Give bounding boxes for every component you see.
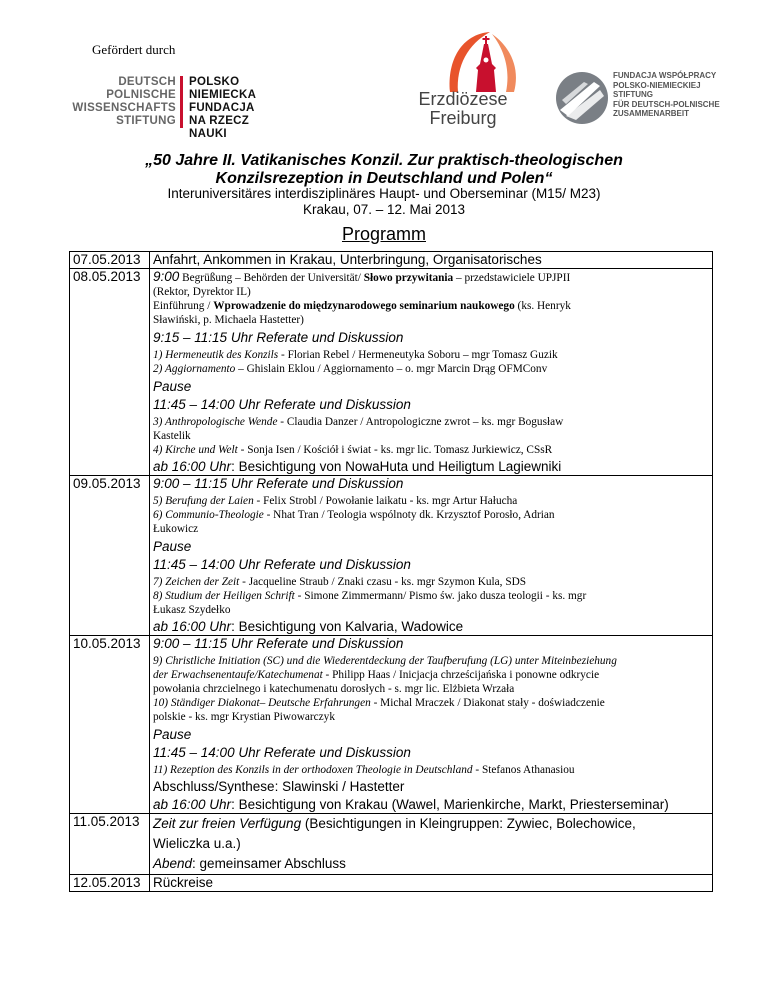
document-title: „50 Jahre II. Vatikanisches Konzil. Zur praktisch-theologischen Konzilsrezeption in Deutschland und Polen“	[145, 152, 623, 187]
pause-label: Pause	[153, 379, 192, 394]
pause-label: Pause	[153, 727, 192, 742]
table-row	[70, 875, 713, 892]
talk-list: 7) Zeichen der Zeit - Jacqueline Straub / Znaki czasu - ks. mgr Szymon Kula, SDS 8) Studium der Heiligen Schrift - Simone Zimmermann/ Pismo św. jako dusza teologii - ks. mgr Łukasz Szydełko	[153, 576, 587, 616]
fwpn-logo-icon	[554, 70, 610, 126]
table-row	[70, 636, 713, 814]
day-content	[150, 636, 713, 814]
date-cell: 12.05.2013	[70, 875, 150, 892]
pause-label: Pause	[153, 539, 192, 554]
table-row	[70, 269, 713, 476]
talk-list: 9) Christliche Initiation (SC) und die Wiederentdeckung der Taufberufung (LG) unter Miteinbeziehung der Erwachsenentaufe/Katechumenat - Philipp Haas / Inicjacja chrześcijańska i ponowne odkrycie powołania chrzcielnego i katechumenatu dorosłych - s. mgr lic. Elżbieta Wrzała 10) Ständiger Diakonat– Deutsche Erfahrungen - Michal Mraczek / Diakonat stały - doświadczenie polskie - ks. mgr Krystian Piwowarczyk	[153, 655, 617, 723]
date-cell: 09.05.2013	[70, 476, 150, 636]
program-heading: Programm	[341, 224, 426, 244]
day-content	[150, 476, 713, 636]
synthesis-line: Abschluss/Synthese: Slawinski / Hastetter	[153, 779, 405, 794]
talk-list: 5) Berufung der Laien - Felix Strobl / Powołanie laikatu - ks. mgr Artur Hałucha 6) Communio-Theologie - Nhat Tran / Teologia wspólnoty dk. Krzysztof Porosło, Adrian Łukowicz	[153, 495, 555, 535]
dpws-logo	[72, 76, 280, 140]
fwpn-name: FUNDACJA WSPÓŁPRACY POLSKO-NIEMIECKIEJ STIFTUNG FÜR DEUTSCH-POLNISCHE ZUSAMMENARBEIT	[613, 71, 720, 118]
date-cell: 11.05.2013	[70, 814, 150, 875]
date-cell: 07.05.2013	[70, 252, 150, 269]
table-row	[70, 476, 713, 636]
talk-list: 3) Anthropologische Wende - Claudia Danzer / Antropologiczne zwrot – ks. mgr Bogusław Kastelik 4) Kirche und Welt - Sonja Isen / Kościół i świat - ks. mgr lic. Tomasz Jurkiewicz, CSsR	[153, 416, 564, 456]
day-content	[150, 269, 713, 476]
dpws-red-bar	[180, 76, 183, 128]
talk-list: 1) Hermeneutik des Konzils - Florian Rebel / Hermeneutyka Soboru – mgr Tomasz Guzik 2) Aggiornamento – Ghislain Eklou / Aggiornamento – o. mgr Marcin Drąg OFMConv	[153, 349, 558, 375]
dpws-german-text: DEUTSCH POLNISCHE WISSENSCHAFTS STIFTUNG	[72, 76, 176, 127]
excursion-line: ab 16:00 Uhr: Besichtigung von Krakau (Wawel, Marienkirche, Markt, Priesterseminar)	[153, 797, 669, 812]
table-row	[70, 252, 713, 269]
day-content: Rückreise	[150, 875, 713, 892]
session-heading: 11:45 – 14:00 Uhr Referate und Diskussion	[153, 397, 411, 412]
table-row	[70, 814, 713, 875]
document-subtitle: Interuniversitäres interdisziplinäres Haupt- und Oberseminar (M15/ M23) Krakau, 07. – 12. Mai 2013	[167, 186, 601, 217]
day-content: Anfahrt, Ankommen in Krakau, Unterbringung, Organisatorisches	[150, 252, 713, 269]
session-heading: 9:15 – 11:15 Uhr Referate und Diskussion	[153, 330, 404, 345]
schedule-table	[69, 251, 713, 892]
excursion-line: ab 16:00 Uhr: Besichtigung von NowaHuta und Heiligtum Lagiewniki	[153, 459, 562, 474]
talk-list: 11) Rezeption des Konzils in der orthodoxen Theologie in Deutschland - Stefanos Athanasiou	[153, 764, 575, 776]
session-heading: 9:00 – 11:15 Uhr Referate und Diskussion	[153, 636, 404, 651]
erzdioezese-name: Erzdiözese Freiburg	[418, 89, 508, 128]
funded-by-label: Gefördert durch	[92, 42, 176, 57]
date-cell: 10.05.2013	[70, 636, 150, 814]
date-cell: 08.05.2013	[70, 269, 150, 476]
day-content: Zeit zur freien Verfügung (Besichtigungen in Kleingruppen: Zywiec, Bolechowice, Wieliczka u.a.) Abend: gemeinsamer Abschluss	[150, 814, 713, 875]
session-heading: 11:45 – 14:00 Uhr Referate und Diskussion	[153, 745, 411, 760]
session-heading: 9:00 – 11:15 Uhr Referate und Diskussion	[153, 476, 404, 491]
dpws-polish-text: POLSKO NIEMIECKA FUNDACJA NA RZECZ NAUKI	[189, 76, 257, 140]
excursion-line: ab 16:00 Uhr: Besichtigung von Kalvaria, Wadowice	[153, 619, 464, 634]
welcome-block: 9:00 Begrüßung – Behörden der Universität/ Słowo przywitania – przedstawiciele UPJPII (Rektor, Dyrektor IL) Einführung / Wprowadzenie do międzynarodowego seminarium naukowego (ks. Henryk Sławiński, p. Michaela Hastetter)	[153, 269, 571, 326]
session-heading: 11:45 – 14:00 Uhr Referate und Diskussion	[153, 557, 411, 572]
